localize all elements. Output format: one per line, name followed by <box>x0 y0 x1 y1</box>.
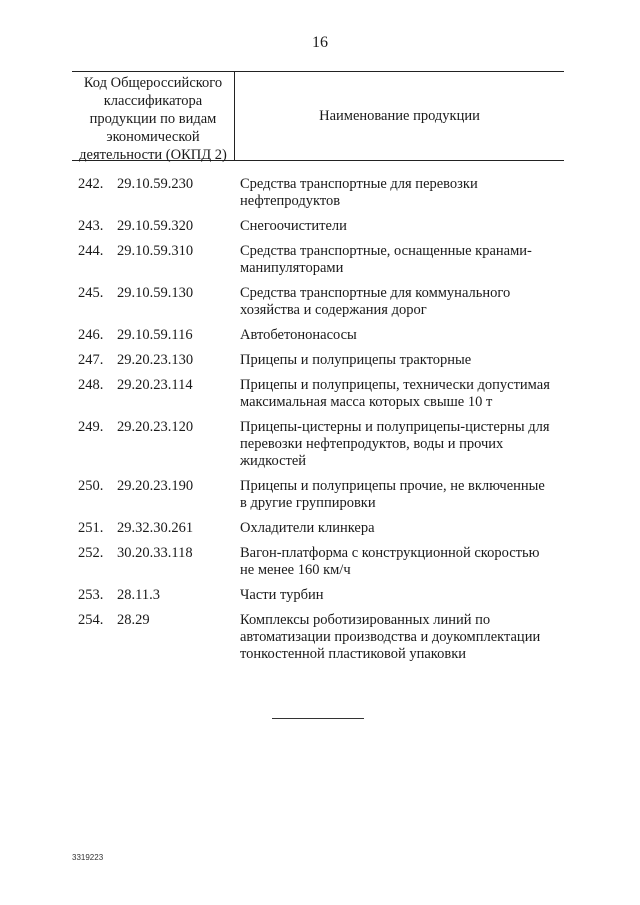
table-header <box>72 71 564 161</box>
table-row <box>72 243 564 277</box>
row-number: 244. <box>78 243 104 259</box>
product-name-line: Вагон-платформа с конструкционной скоростью <box>240 545 540 561</box>
product-name-line: Средства транспортные для коммунального <box>240 285 511 301</box>
product-name <box>240 327 562 344</box>
product-name-line: тонкостенной пластиковой упаковки <box>240 646 466 662</box>
code-header-line: деятельности (ОКПД 2) <box>79 147 227 163</box>
okpd2-code: 29.32.30.261 <box>117 520 194 536</box>
okpd2-code: 29.10.59.310 <box>117 243 194 259</box>
product-name <box>240 419 562 470</box>
okpd2-code: 28.29 <box>117 612 150 628</box>
product-name-line: не менее 160 км/ч <box>240 562 351 578</box>
row-number: 247. <box>78 352 104 368</box>
product-name <box>240 285 562 319</box>
product-name-line: автоматизации производства и доукомплектации <box>240 629 541 645</box>
okpd2-code: 29.10.59.116 <box>117 327 193 343</box>
product-name-line: Средства транспортные для перевозки <box>240 176 478 192</box>
product-name-line: Средства транспортные, оснащенные кранами- <box>240 243 532 259</box>
product-name-line: Прицепы и полуприцепы прочие, не включенные <box>240 478 545 494</box>
end-of-list-line <box>272 718 364 719</box>
product-name-line: манипуляторами <box>240 260 344 276</box>
product-name-line: в другие группировки <box>240 495 376 511</box>
row-number: 243. <box>78 218 104 234</box>
table-row <box>72 218 564 235</box>
product-name-line: Автобетононасосы <box>240 327 357 343</box>
product-name-line: Прицепы и полуприцепы, технически допустимая <box>240 377 550 393</box>
row-number: 249. <box>78 419 104 435</box>
product-name-line: Прицепы и полуприцепы тракторные <box>240 352 472 368</box>
code-header-line: экономической <box>106 129 200 145</box>
row-number: 250. <box>78 478 104 494</box>
okpd2-code: 29.10.59.130 <box>117 285 194 301</box>
okpd2-code: 29.20.23.114 <box>117 377 193 393</box>
okpd2-code: 28.11.3 <box>117 587 160 603</box>
product-name-line: Комплексы роботизированных линий по <box>240 612 491 628</box>
code-header-line: классификатора <box>103 93 203 109</box>
row-number: 252. <box>78 545 104 561</box>
product-name <box>240 587 562 604</box>
product-name <box>240 352 562 369</box>
product-name-line: перевозки нефтепродуктов, воды и прочих <box>240 436 504 452</box>
table-row <box>72 478 564 512</box>
code-column-header <box>72 74 234 164</box>
product-name-line: Части турбин <box>240 587 324 603</box>
row-number: 253. <box>78 587 104 603</box>
table-row <box>72 545 564 579</box>
row-number: 242. <box>78 176 104 192</box>
product-name <box>240 377 562 411</box>
table-body <box>72 176 564 671</box>
product-name-line: хозяйства и содержания дорог <box>240 302 427 318</box>
product-name-line: Снегоочистители <box>240 218 347 234</box>
table-row <box>72 352 564 369</box>
product-name-line: жидкостей <box>240 453 307 469</box>
product-name-line: максимальная масса которых свыше 10 т <box>240 394 493 410</box>
product-name <box>240 520 562 537</box>
product-name <box>240 478 562 512</box>
okpd2-code: 29.20.23.130 <box>117 352 194 368</box>
table-row <box>72 176 564 210</box>
table-row <box>72 419 564 470</box>
code-header-line: Код Общероссийского <box>83 75 223 91</box>
row-number: 246. <box>78 327 104 343</box>
product-name <box>240 218 562 235</box>
table-row <box>72 377 564 411</box>
product-name-line: нефтепродуктов <box>240 193 341 209</box>
row-number: 251. <box>78 520 104 536</box>
okpd2-code: 29.20.23.120 <box>117 419 194 435</box>
row-number: 254. <box>78 612 104 628</box>
row-number: 245. <box>78 285 104 301</box>
product-name-line: Прицепы-цистерны и полуприцепы-цистерны для <box>240 419 550 435</box>
table-row <box>72 612 564 663</box>
document-id: 3319223 <box>72 853 104 862</box>
name-column-header: Наименование продукции <box>319 107 480 124</box>
code-header-line: продукции по видам <box>89 111 217 127</box>
product-name-line: Охладители клинкера <box>240 520 375 536</box>
product-name <box>240 176 562 210</box>
product-name <box>240 545 562 579</box>
table-row <box>72 327 564 344</box>
okpd2-code: 30.20.33.118 <box>117 545 193 561</box>
page-number: 16 <box>312 34 328 51</box>
table-row <box>72 520 564 537</box>
row-number: 248. <box>78 377 104 393</box>
okpd2-code: 29.10.59.320 <box>117 218 194 234</box>
product-name <box>240 243 562 277</box>
table-row <box>72 285 564 319</box>
okpd2-code: 29.20.23.190 <box>117 478 194 494</box>
table-row <box>72 587 564 604</box>
okpd2-code: 29.10.59.230 <box>117 176 194 192</box>
product-name <box>240 612 562 663</box>
